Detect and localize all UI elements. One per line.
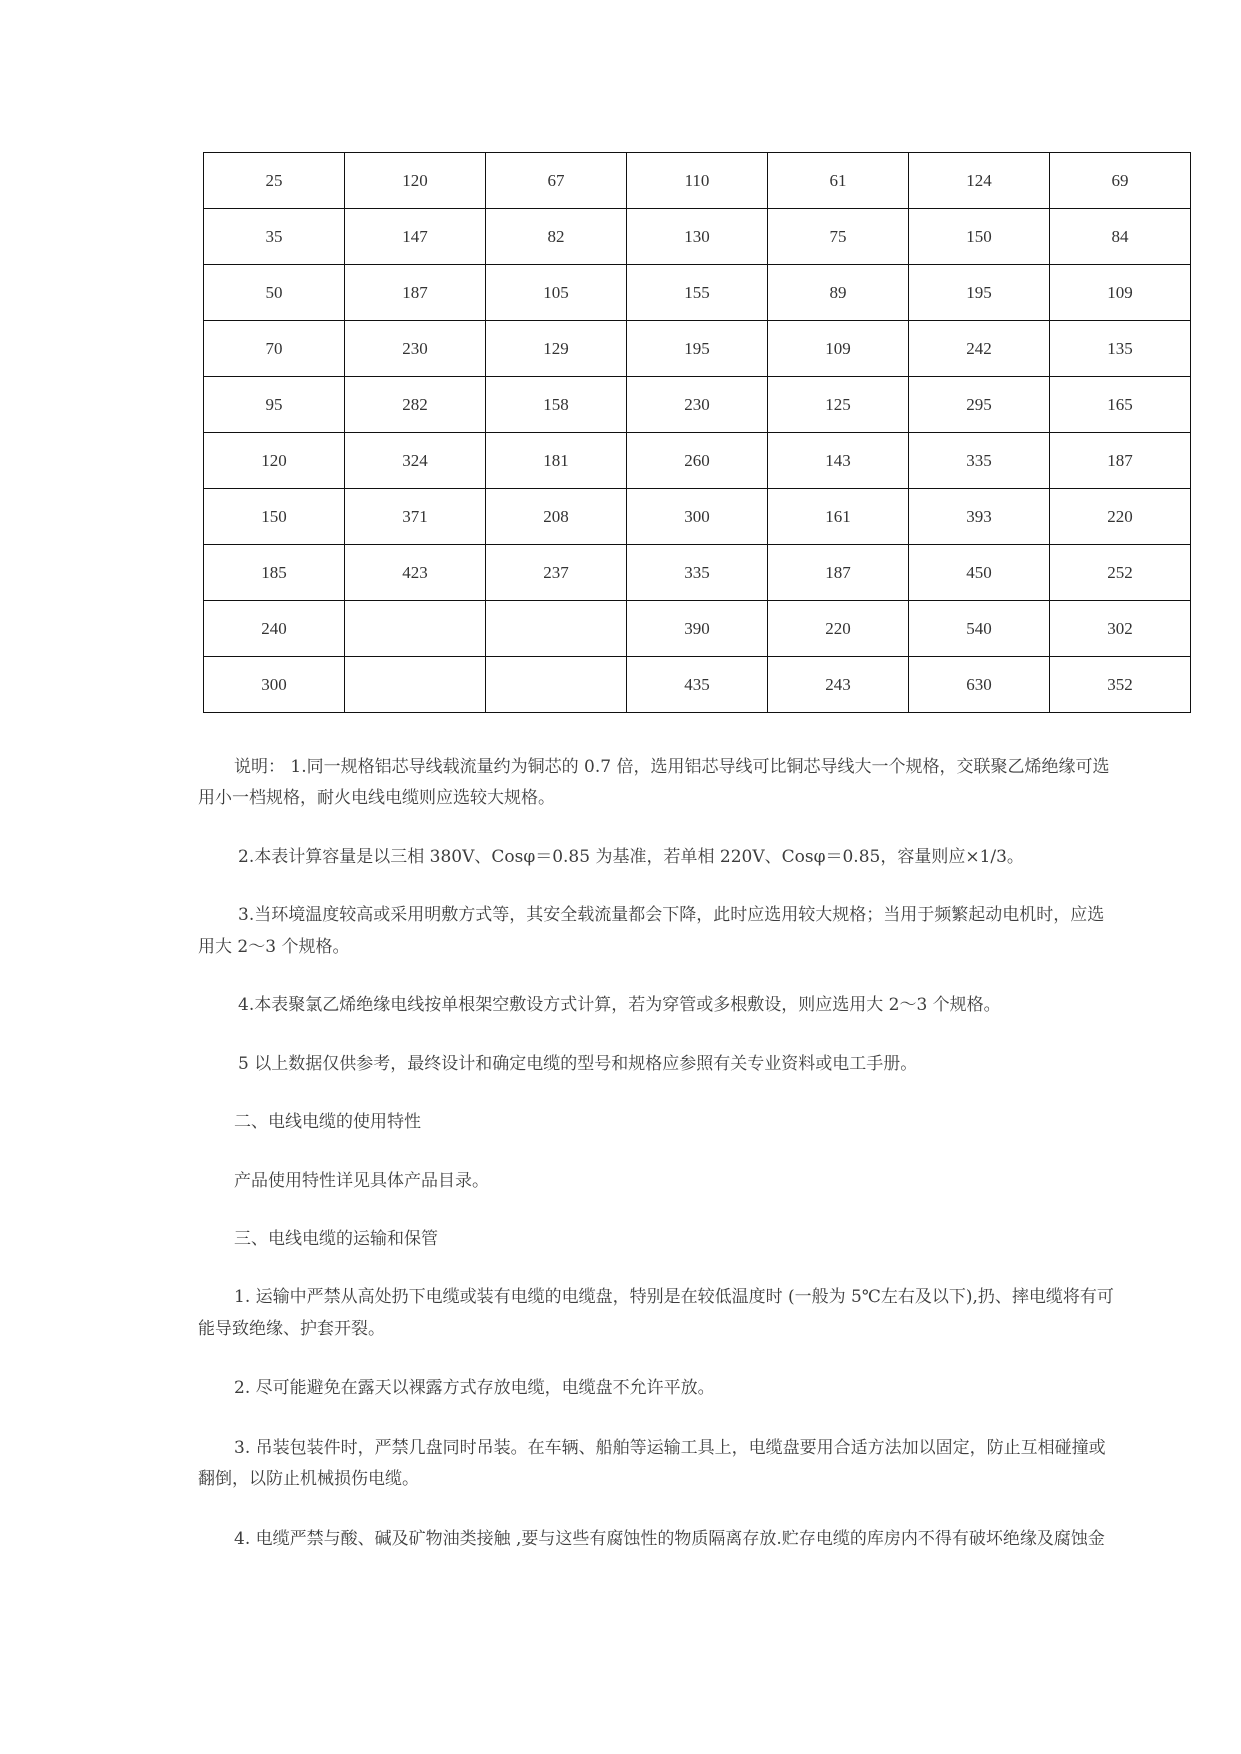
table-cell: 335 xyxy=(909,433,1050,489)
table-cell: 125 xyxy=(768,377,909,433)
table-cell xyxy=(486,657,627,713)
table-cell: 195 xyxy=(627,321,768,377)
table-cell: 282 xyxy=(345,377,486,433)
note-1-line-2: 用小一档规格，耐火电线电缆则应选较大规格。 xyxy=(198,788,555,809)
table-cell: 300 xyxy=(204,657,345,713)
table-cell: 70 xyxy=(204,321,345,377)
section-3-item-1-line-1: 1. 运输中严禁从高处扔下电缆或装有电缆的电缆盘，特别是在较低温度时 (一般为 5℃左右及以下),扔、摔电缆将有可 xyxy=(234,1287,1114,1308)
table-cell: 435 xyxy=(627,657,768,713)
table-cell: 220 xyxy=(768,601,909,657)
table-row xyxy=(204,377,1191,433)
table-row xyxy=(204,657,1191,713)
section-3-item-3-line-2: 翻倒，以防止机械损伤电缆。 xyxy=(198,1469,419,1490)
table-row xyxy=(204,153,1191,209)
table-cell xyxy=(486,601,627,657)
table-cell xyxy=(345,601,486,657)
table-cell: 295 xyxy=(909,377,1050,433)
section-3-item-3-line-1: 3. 吊装包装件时，严禁几盘同时吊装。在车辆、船舶等运输工具上，电缆盘要用合适方法加以固定，防止互相碰撞或 xyxy=(234,1437,1106,1458)
note-2: 2.本表计算容量是以三相 380V、Cosφ＝0.85 为基准，若单相 220V、Cosφ＝0.85，容量则应×1/3。 xyxy=(238,846,1024,867)
table-cell: 50 xyxy=(204,265,345,321)
table-cell: 260 xyxy=(627,433,768,489)
table-cell: 129 xyxy=(486,321,627,377)
section-3-item-2: 2. 尽可能避免在露天以裸露方式存放电缆，电缆盘不允许平放。 xyxy=(234,1378,715,1399)
table-cell: 187 xyxy=(345,265,486,321)
table-cell: 390 xyxy=(627,601,768,657)
table-cell: 61 xyxy=(768,153,909,209)
table-cell: 371 xyxy=(345,489,486,545)
table-cell: 147 xyxy=(345,209,486,265)
table-cell: 450 xyxy=(909,545,1050,601)
table-cell: 67 xyxy=(486,153,627,209)
table-cell: 130 xyxy=(627,209,768,265)
table-cell: 243 xyxy=(768,657,909,713)
table-cell: 324 xyxy=(345,433,486,489)
table-cell: 124 xyxy=(909,153,1050,209)
table-cell xyxy=(345,657,486,713)
table-row xyxy=(204,265,1191,321)
table-cell: 187 xyxy=(1050,433,1191,489)
table-cell: 220 xyxy=(1050,489,1191,545)
table-cell: 109 xyxy=(768,321,909,377)
table-cell: 84 xyxy=(1050,209,1191,265)
table-cell: 540 xyxy=(909,601,1050,657)
table-cell: 69 xyxy=(1050,153,1191,209)
note-5: 5 以上数据仅供参考，最终设计和确定电缆的型号和规格应参照有关专业资料或电工手册。 xyxy=(238,1053,918,1074)
table-cell: 630 xyxy=(909,657,1050,713)
table-cell: 25 xyxy=(204,153,345,209)
table-cell: 352 xyxy=(1050,657,1191,713)
table-cell: 120 xyxy=(345,153,486,209)
table-cell: 237 xyxy=(486,545,627,601)
table-cell: 82 xyxy=(486,209,627,265)
table-cell: 393 xyxy=(909,489,1050,545)
table-cell: 300 xyxy=(627,489,768,545)
note-4: 4.本表聚氯乙烯绝缘电线按单根架空敷设方式计算，若为穿管或多根敷设，则应选用大 2～3 个规格。 xyxy=(238,995,1001,1016)
table-cell: 161 xyxy=(768,489,909,545)
table-cell: 89 xyxy=(768,265,909,321)
table-cell: 158 xyxy=(486,377,627,433)
table-cell: 110 xyxy=(627,153,768,209)
table-cell: 35 xyxy=(204,209,345,265)
table-cell: 75 xyxy=(768,209,909,265)
table-row xyxy=(204,209,1191,265)
section-2-body: 产品使用特性详见具体产品目录。 xyxy=(234,1170,489,1191)
table-row xyxy=(204,321,1191,377)
table-cell: 150 xyxy=(204,489,345,545)
table-cell: 135 xyxy=(1050,321,1191,377)
section-2-title: 二、电线电缆的使用特性 xyxy=(234,1112,421,1133)
table-cell: 302 xyxy=(1050,601,1191,657)
table-body xyxy=(204,153,1191,713)
cable-current-table xyxy=(203,152,1191,713)
table-cell: 242 xyxy=(909,321,1050,377)
table-cell: 240 xyxy=(204,601,345,657)
notes-section xyxy=(198,752,1198,1555)
table-cell: 252 xyxy=(1050,545,1191,601)
table-cell: 423 xyxy=(345,545,486,601)
table-cell: 208 xyxy=(486,489,627,545)
section-3-item-4: 4. 电缆严禁与酸、碱及矿物油类接触 ,要与这些有腐蚀性的物质隔离存放.贮存电缆的库房内不得有破坏绝缘及腐蚀金 xyxy=(234,1528,1105,1549)
table-cell: 230 xyxy=(627,377,768,433)
table-cell: 120 xyxy=(204,433,345,489)
table-row xyxy=(204,433,1191,489)
table-cell: 109 xyxy=(1050,265,1191,321)
table-cell: 165 xyxy=(1050,377,1191,433)
table-cell: 230 xyxy=(345,321,486,377)
table-cell: 187 xyxy=(768,545,909,601)
table-cell: 105 xyxy=(486,265,627,321)
table-row xyxy=(204,601,1191,657)
table-cell: 185 xyxy=(204,545,345,601)
table-row xyxy=(204,545,1191,601)
table-cell: 181 xyxy=(486,433,627,489)
table-cell: 155 xyxy=(627,265,768,321)
section-3-item-1-line-2: 能导致绝缘、护套开裂。 xyxy=(198,1318,385,1339)
table-cell: 335 xyxy=(627,545,768,601)
table-cell: 150 xyxy=(909,209,1050,265)
section-3-title: 三、电线电缆的运输和保管 xyxy=(234,1228,438,1249)
table-cell: 143 xyxy=(768,433,909,489)
table-row xyxy=(204,489,1191,545)
note-3-line-1: 3.当环境温度较高或采用明敷方式等，其安全载流量都会下降，此时应选用较大规格；当用于频繁起动电机时，应选 xyxy=(238,905,1105,926)
table-cell: 195 xyxy=(909,265,1050,321)
table-cell: 95 xyxy=(204,377,345,433)
note-1-line-1: 说明： 1.同一规格铝芯导线载流量约为铜芯的 0.7 倍，选用铝芯导线可比铜芯导线大一个规格，交联聚乙烯绝缘可选 xyxy=(234,757,1110,777)
note-3-line-2: 用大 2～3 个规格。 xyxy=(198,936,350,957)
